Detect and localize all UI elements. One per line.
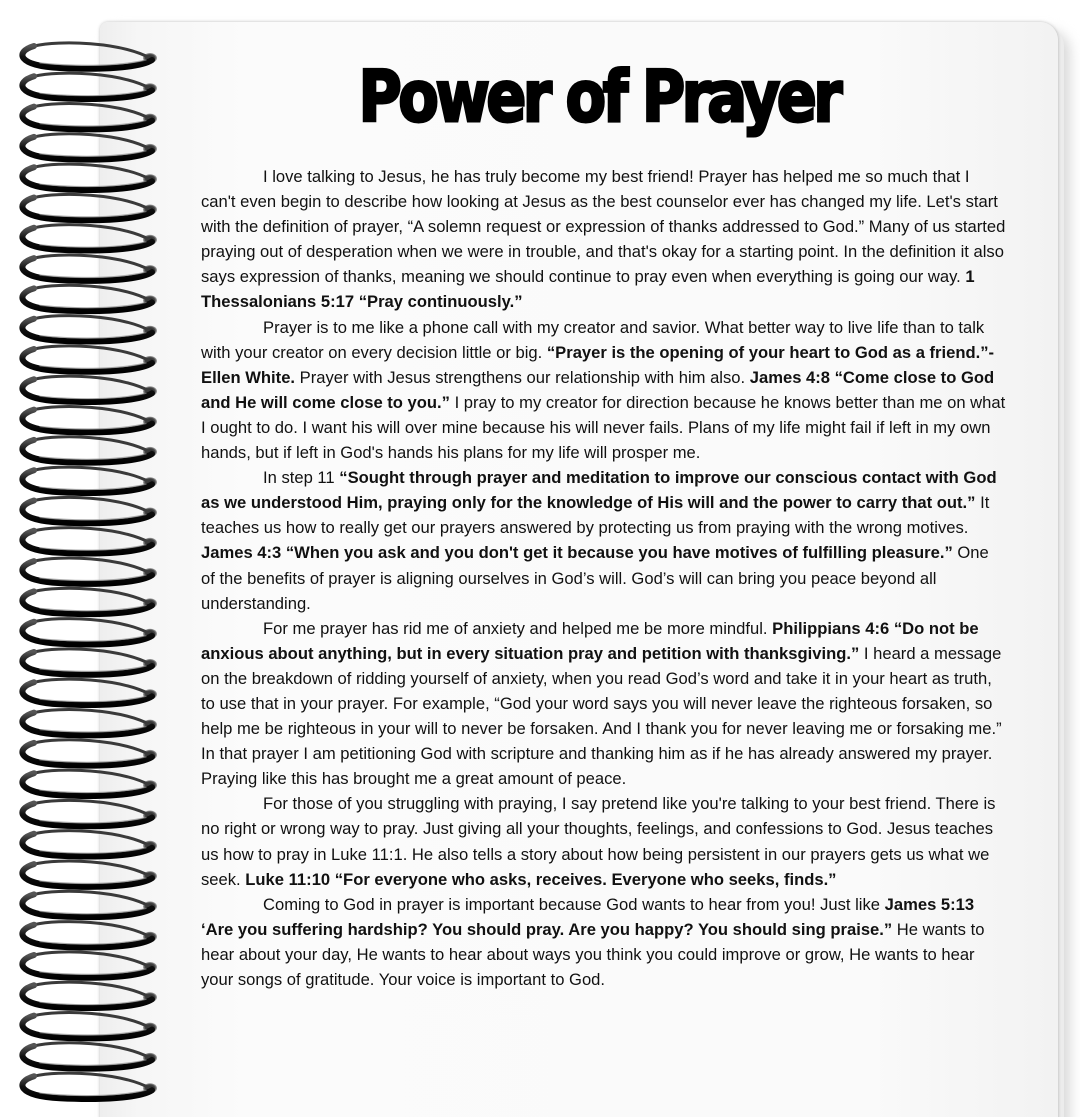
coil-wire (34, 528, 150, 543)
coil-wire (34, 43, 150, 58)
scripture-quote: James 4:8 “Come close to God and He will come close to you.” (201, 367, 995, 412)
coil-wire (34, 406, 150, 421)
coil-wire (34, 679, 150, 694)
coil-wire (34, 437, 150, 452)
coil-wire (34, 891, 150, 906)
coil-wire (34, 134, 150, 149)
coil-wire (34, 1073, 150, 1088)
coil-wire (34, 982, 150, 997)
paragraph-text: It teaches us how to really get our prayers answered by protecting us from praying with the wrong motives. (201, 493, 990, 538)
paragraph-text: He wants to hear about your day, He wants to hear about ways you think you could improve or grow, He wants to hear your songs of gratitude. Your voice is important to God. (201, 919, 985, 989)
paragraph-3 (201, 465, 1007, 616)
coil-wire (34, 73, 150, 88)
coil-wire (34, 164, 150, 179)
coil-wire (34, 225, 150, 240)
scripture-quote: Philippians 4:6 “Do not be anxious about anything, but in every situation pray and petition with thanksgiving.” (201, 618, 979, 663)
paragraph-text: I heard a message on the breakdown of ridding yourself of anxiety, when you read God’s word and take it in your heart as truth, to use that in your prayer. For example, “God your word says you will never leave the righteous forsaken, so help me be righteous in your will to never be forsaken. And I thank you for never leaving me or forsaking me.” In that prayer I am petitioning God with scripture and thanking him as if he has already answered my prayer. Praying like this has brought me a great amount of peace. (201, 643, 1002, 789)
coil-wire (34, 709, 150, 724)
coil-wire (34, 1012, 150, 1027)
coil-wire (34, 770, 150, 785)
coil-wire (34, 316, 150, 331)
coil-wire (34, 346, 150, 361)
scripture-quote: James 5:13 ‘Are you suffering hardship? You should pray. Are you happy? You should sing praise.” (201, 894, 975, 939)
coil-wire (34, 831, 150, 846)
paragraph-2 (201, 315, 1007, 466)
paragraph-text: Coming to God in prayer is important because God wants to hear from you! Just like (263, 894, 885, 914)
coil-wire (34, 255, 150, 270)
coil-wire (34, 497, 150, 512)
paragraph-text: For those of you struggling with praying, I say pretend like you're talking to your best friend. There is no right or wrong way to pray. Just giving all your thoughts, feelings, and confessions to God. Jesus teaches us how to pray in Luke 11:1. He also tells a story about how being persistent in our prayers gets us what we seek. (201, 794, 996, 889)
paragraph-text: I love talking to Jesus, he has truly become my best friend! Prayer has helped me so much that I can't even begin to describe how looking at Jesus as the best counselor ever has changed my life. Let's start with the definition of prayer, “A solemn request or expression of thanks addressed to God.” Many of us started praying out of desperation when we were in trouble, and that's okay for a starting point. In the definition it also says expression of thanks, meaning we should continue to pray even when everything is going our way. (201, 167, 1006, 287)
coil-wire (34, 588, 150, 603)
coil-wire (34, 1043, 150, 1058)
scripture-quote: “Sought through prayer and meditation to improve our conscious contact with God as we understood Him, praying only for the knowledge of His will and the power to carry that out.” (201, 468, 997, 513)
page-title: Power of Prayer (358, 56, 840, 138)
paragraph-6 (201, 892, 1007, 992)
coil-wire (34, 922, 150, 937)
coil-wire (34, 558, 150, 573)
scripture-quote: Luke 11:10 “For everyone who asks, receives. Everyone who seeks, finds.” (245, 869, 837, 889)
scripture-quote: James 4:3 “When you ask and you don't get it because you have motives of fulfilling pleasure.” (201, 543, 953, 563)
coil-wire (34, 649, 150, 664)
spiral-coil-icon (0, 0, 180, 1117)
paragraph-text: Prayer with Jesus strengthens our relationship with him also. (295, 367, 750, 387)
paragraph-text: Prayer is to me like a phone call with my creator and savior. What better way to live life than to talk with your creator on every decision little or big. (201, 317, 985, 362)
paragraph-text: In step 11 (263, 468, 340, 488)
paragraph-text: I pray to my creator for direction because he knows better than me on what I ought to do. I want his will over mine because his will never fails. Plans of my life might fail if left in my own hands, but if left in God's hands his plans for my life will prosper me. (201, 392, 1006, 463)
essay-body (201, 164, 1007, 992)
coil-wire (34, 952, 150, 967)
coil-wire (34, 194, 150, 209)
scripture-quote: 1 Thessalonians 5:17 “Pray continuously.” (201, 267, 975, 312)
coil-wire (34, 376, 150, 391)
coil-wire (34, 619, 150, 634)
scripture-quote: “Prayer is the opening of your heart to God as a friend.”- Ellen White. (201, 342, 995, 387)
coil-wire (34, 103, 150, 118)
coil-wire (34, 740, 150, 755)
coil-wire (34, 800, 150, 815)
paragraph-5 (201, 791, 1007, 891)
coil-wire (34, 285, 150, 300)
paragraph-1 (201, 164, 1007, 315)
coil-wire (34, 861, 150, 876)
paragraph-text: One of the benefits of prayer is aligning ourselves in God’s will. God’s will can bring you peace beyond all understanding. (201, 543, 989, 613)
paragraph-4 (201, 616, 1007, 792)
paragraph-text: For me prayer has rid me of anxiety and helped me be more mindful. (263, 618, 773, 638)
coil-wire (34, 467, 150, 482)
